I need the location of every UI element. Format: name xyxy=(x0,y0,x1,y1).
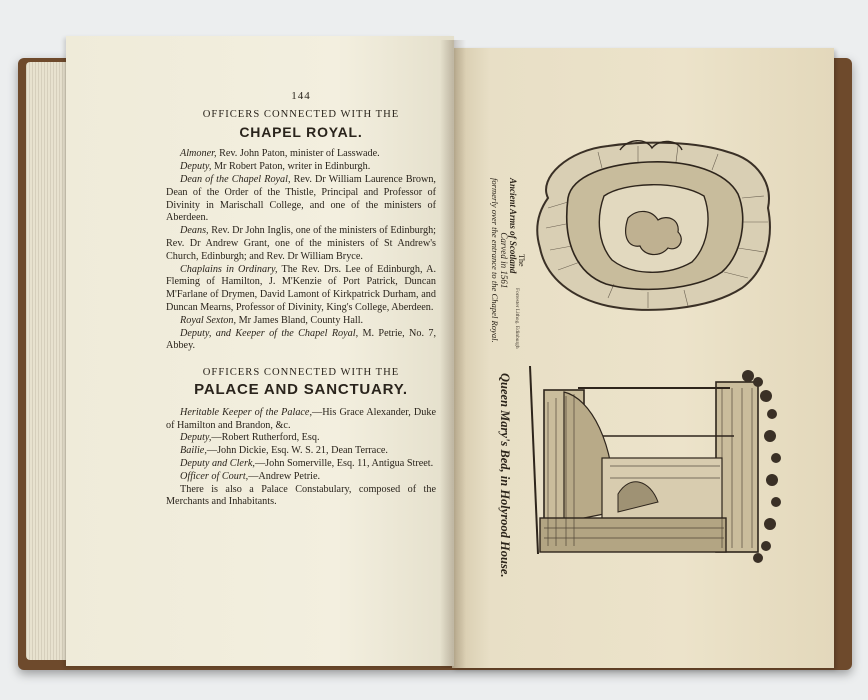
entry-term: Officer of Court, xyxy=(180,470,249,482)
section2-entry xyxy=(166,458,436,471)
section2-entry xyxy=(166,484,436,510)
entry-text: The Rev. Drs. Lee of Edinburgh, A. Fleming of Hamilton, J. M'Kenzie of Port Patrick, Duncan M'Farlane of Drymen, David Lamont of Kirkpatrick Durham, and Duncan Mearns, Professor of Divinity, King's College, Aberdeen. xyxy=(166,263,436,313)
plate1-caption xyxy=(490,178,526,343)
section2-entry xyxy=(166,407,436,433)
plate1-caption-line1: The xyxy=(517,254,526,267)
entry-term: Deputy, xyxy=(180,161,212,173)
entry-text: —Andrew Petrie. xyxy=(248,470,321,482)
entry-text: —John Dickie, Esq. W. S. 21, Dean Terrace. xyxy=(206,445,388,457)
section2-entry xyxy=(166,471,436,484)
section2-title: PALACE AND SANCTUARY. xyxy=(194,380,408,398)
entry-term: Deputy and Clerk, xyxy=(180,457,255,469)
printer-credit: Forrester Lithog. Edinburgh xyxy=(514,288,520,349)
section2-heading: OFFICERS CONNECTED WITH THE xyxy=(202,367,400,379)
queen-mary-bed-engraving xyxy=(520,362,792,572)
entry-term: Chaplains in Ordinary, xyxy=(180,263,278,275)
entry-term: Almoner, xyxy=(180,148,217,160)
section2-entry xyxy=(166,445,436,458)
section2-entries xyxy=(166,407,436,509)
entry-text: —His Grace Alexander, Duke of Hamilton and Brandon, &c. xyxy=(166,406,436,431)
plate2-caption: Queen Mary's Bed, in Holyrood House. xyxy=(498,373,512,578)
entry-text: Rev. Dr William Laurence Brown, Dean of the Order of the Thistle, Principal and Professor of Divinity in Marischall College, and one of the ministers of Aberdeen. xyxy=(166,173,436,224)
entry-term: Bailie, xyxy=(180,445,207,457)
page-number: 144 xyxy=(291,90,311,102)
plate1-caption-line2: Ancient Arms of Scotland xyxy=(508,178,518,274)
plate1-caption-line3: Carved in 1561 xyxy=(499,232,509,289)
section1-entries xyxy=(166,148,436,353)
entry-text: M. Petrie, No. 7, Abbey. xyxy=(166,327,436,352)
entry-term: Royal Sexton, xyxy=(180,314,237,326)
book-gutter xyxy=(440,40,466,668)
section1-entry xyxy=(166,328,436,354)
left-page-text xyxy=(166,90,436,509)
entry-text: Rev. John Paton, minister of Lasswade. xyxy=(216,148,380,160)
entry-text: —Robert Rutherford, Esq. xyxy=(211,432,320,444)
section1-entry xyxy=(166,174,436,225)
plate1-caption-line4: formerly over the entrance to the Chapel Royal. xyxy=(490,178,500,343)
section1-entry xyxy=(166,315,436,328)
section2-entry xyxy=(166,432,436,445)
entry-term: Deputy, xyxy=(180,432,212,444)
entry-term: Deputy, and Keeper of the Chapel Royal, xyxy=(180,327,359,339)
section1-entry xyxy=(166,161,436,174)
section1-heading: OFFICERS CONNECTED WITH THE xyxy=(202,108,400,120)
entry-text: —John Somerville, Esq. 11, Antigua Street. xyxy=(254,457,434,469)
section1-entry xyxy=(166,264,436,315)
entry-term: Deans, xyxy=(180,225,209,237)
section1-entry xyxy=(166,225,436,263)
entry-text: Mr Robert Paton, writer in Edinburgh. xyxy=(211,161,371,173)
entry-text: Rev. Dr John Inglis, one of the ministers of Edinburgh; Rev. Dr Andrew Grant, one of the ministers of St Andrew's Church, Edinburgh; and Rev. Dr William Bryce. xyxy=(166,225,436,262)
carved-arms-engraving xyxy=(528,138,778,318)
section1-entry xyxy=(166,148,436,161)
entry-text: Mr James Bland, County Hall. xyxy=(236,314,364,326)
entry-text: There is also a Palace Constabulary, composed of the Merchants and Inhabitants. xyxy=(166,483,436,508)
entry-term: Dean of the Chapel Royal, xyxy=(180,173,291,185)
section1-title: CHAPEL ROYAL. xyxy=(239,123,363,140)
entry-term: Heritable Keeper of the Palace, xyxy=(180,406,313,418)
